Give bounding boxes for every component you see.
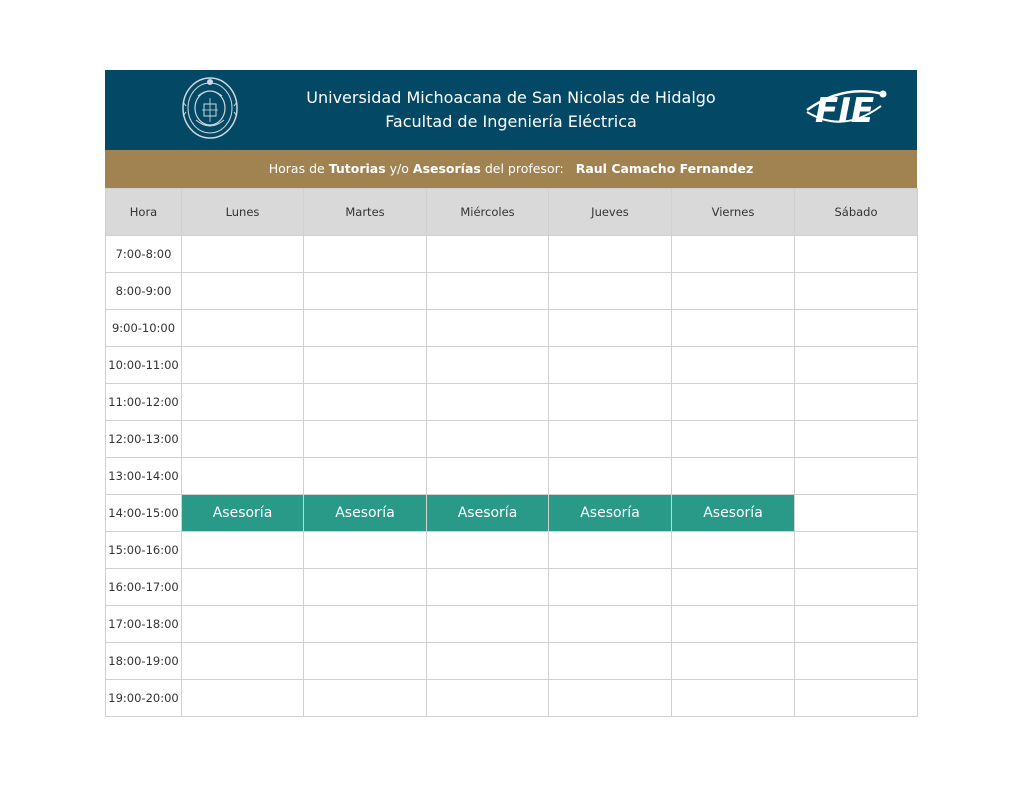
- empty-slot-cell: [549, 421, 672, 458]
- empty-slot-cell: [549, 643, 672, 680]
- hour-cell: 8:00-9:00: [106, 273, 182, 310]
- empty-slot-cell: [182, 384, 304, 421]
- empty-slot-cell: [427, 384, 549, 421]
- table-row: [106, 273, 918, 310]
- schedule-table: [105, 188, 918, 717]
- empty-slot-cell: [304, 680, 427, 717]
- empty-slot-cell: [672, 458, 795, 495]
- empty-slot-cell: [427, 532, 549, 569]
- empty-slot-cell: [795, 569, 918, 606]
- table-row: [106, 236, 918, 273]
- hour-cell: 19:00-20:00: [106, 680, 182, 717]
- empty-slot-cell: [795, 495, 918, 532]
- column-header-sabado: Sábado: [795, 189, 918, 236]
- faculty-name: Facultad de Ingeniería Eléctrica: [385, 112, 637, 131]
- asesoria-session-cell: Asesoría: [427, 495, 549, 532]
- empty-slot-cell: [427, 421, 549, 458]
- empty-slot-cell: [795, 421, 918, 458]
- empty-slot-cell: [795, 310, 918, 347]
- empty-slot-cell: [672, 384, 795, 421]
- empty-slot-cell: [182, 606, 304, 643]
- empty-slot-cell: [182, 273, 304, 310]
- header-titles: [255, 86, 767, 134]
- empty-slot-cell: [672, 532, 795, 569]
- empty-slot-cell: [427, 680, 549, 717]
- empty-slot-cell: [427, 569, 549, 606]
- empty-slot-cell: [549, 569, 672, 606]
- hour-cell: 11:00-12:00: [106, 384, 182, 421]
- empty-slot-cell: [672, 680, 795, 717]
- empty-slot-cell: [304, 310, 427, 347]
- empty-slot-cell: [182, 347, 304, 384]
- empty-slot-cell: [304, 569, 427, 606]
- empty-slot-cell: [549, 310, 672, 347]
- hour-cell: 14:00-15:00: [106, 495, 182, 532]
- asesoria-session-cell: Asesoría: [672, 495, 795, 532]
- empty-slot-cell: [549, 273, 672, 310]
- empty-slot-cell: [795, 458, 918, 495]
- empty-slot-cell: [304, 273, 427, 310]
- empty-slot-cell: [672, 236, 795, 273]
- table-row: [106, 347, 918, 384]
- empty-slot-cell: [795, 236, 918, 273]
- banner-connector: y/o: [389, 161, 409, 176]
- hour-cell: 10:00-11:00: [106, 347, 182, 384]
- empty-slot-cell: [672, 569, 795, 606]
- empty-slot-cell: [795, 643, 918, 680]
- empty-slot-cell: [182, 532, 304, 569]
- table-row: [106, 643, 918, 680]
- asesoria-session-cell: Asesoría: [549, 495, 672, 532]
- banner-prefix: Horas de: [268, 161, 325, 176]
- hour-cell: 9:00-10:00: [106, 310, 182, 347]
- empty-slot-cell: [672, 310, 795, 347]
- empty-slot-cell: [427, 458, 549, 495]
- empty-slot-cell: [304, 421, 427, 458]
- empty-slot-cell: [672, 347, 795, 384]
- empty-slot-cell: [182, 643, 304, 680]
- empty-slot-cell: [427, 347, 549, 384]
- asesoria-session-cell: Asesoría: [182, 495, 304, 532]
- column-header-hora: Hora: [106, 189, 182, 236]
- empty-slot-cell: [427, 273, 549, 310]
- column-header-martes: Martes: [304, 189, 427, 236]
- empty-slot-cell: [182, 236, 304, 273]
- banner-suffix: del profesor:: [484, 161, 564, 176]
- empty-slot-cell: [672, 421, 795, 458]
- table-row: [106, 606, 918, 643]
- empty-slot-cell: [304, 643, 427, 680]
- table-row: [106, 532, 918, 569]
- empty-slot-cell: [304, 347, 427, 384]
- column-header-lunes: Lunes: [182, 189, 304, 236]
- empty-slot-cell: [427, 310, 549, 347]
- university-seal-icon: [180, 76, 240, 140]
- empty-slot-cell: [795, 606, 918, 643]
- empty-slot-cell: [304, 236, 427, 273]
- empty-slot-cell: [304, 532, 427, 569]
- schedule-sheet: [105, 70, 917, 717]
- header: [105, 70, 917, 150]
- empty-slot-cell: [795, 680, 918, 717]
- fie-logo-text: FIE: [815, 91, 875, 131]
- empty-slot-cell: [304, 606, 427, 643]
- empty-slot-cell: [427, 643, 549, 680]
- hour-cell: 7:00-8:00: [106, 236, 182, 273]
- empty-slot-cell: [182, 458, 304, 495]
- table-row: [106, 495, 918, 532]
- hour-cell: 15:00-16:00: [106, 532, 182, 569]
- empty-slot-cell: [182, 680, 304, 717]
- hour-cell: 18:00-19:00: [106, 643, 182, 680]
- empty-slot-cell: [549, 347, 672, 384]
- column-header-jueves: Jueves: [549, 189, 672, 236]
- empty-slot-cell: [549, 532, 672, 569]
- empty-slot-cell: [549, 680, 672, 717]
- empty-slot-cell: [795, 532, 918, 569]
- table-header-row: [106, 189, 918, 236]
- empty-slot-cell: [427, 236, 549, 273]
- empty-slot-cell: [549, 606, 672, 643]
- table-row: [106, 680, 918, 717]
- table-row: [106, 384, 918, 421]
- empty-slot-cell: [182, 310, 304, 347]
- empty-slot-cell: [795, 347, 918, 384]
- fie-logo-icon: [803, 80, 889, 136]
- empty-slot-cell: [304, 384, 427, 421]
- table-row: [106, 569, 918, 606]
- hour-cell: 12:00-13:00: [106, 421, 182, 458]
- empty-slot-cell: [672, 643, 795, 680]
- empty-slot-cell: [182, 569, 304, 606]
- hour-cell: 17:00-18:00: [106, 606, 182, 643]
- banner-tutorias: Tutorias: [328, 161, 386, 176]
- professor-name: Raul Camacho Fernandez: [575, 161, 754, 176]
- tutor-banner: [105, 150, 917, 188]
- table-row: [106, 421, 918, 458]
- empty-slot-cell: [549, 384, 672, 421]
- empty-slot-cell: [182, 421, 304, 458]
- empty-slot-cell: [672, 606, 795, 643]
- empty-slot-cell: [549, 458, 672, 495]
- hour-cell: 16:00-17:00: [106, 569, 182, 606]
- schedule-body: [106, 236, 918, 717]
- table-row: [106, 310, 918, 347]
- empty-slot-cell: [672, 273, 795, 310]
- banner-asesorias: Asesorías: [412, 161, 481, 176]
- column-header-miercoles: Miércoles: [427, 189, 549, 236]
- empty-slot-cell: [427, 606, 549, 643]
- empty-slot-cell: [795, 273, 918, 310]
- hour-cell: 13:00-14:00: [106, 458, 182, 495]
- empty-slot-cell: [795, 384, 918, 421]
- table-row: [106, 458, 918, 495]
- empty-slot-cell: [304, 458, 427, 495]
- column-header-viernes: Viernes: [672, 189, 795, 236]
- university-name: Universidad Michoacana de San Nicolas de Hidalgo: [306, 88, 716, 107]
- asesoria-session-cell: Asesoría: [304, 495, 427, 532]
- empty-slot-cell: [549, 236, 672, 273]
